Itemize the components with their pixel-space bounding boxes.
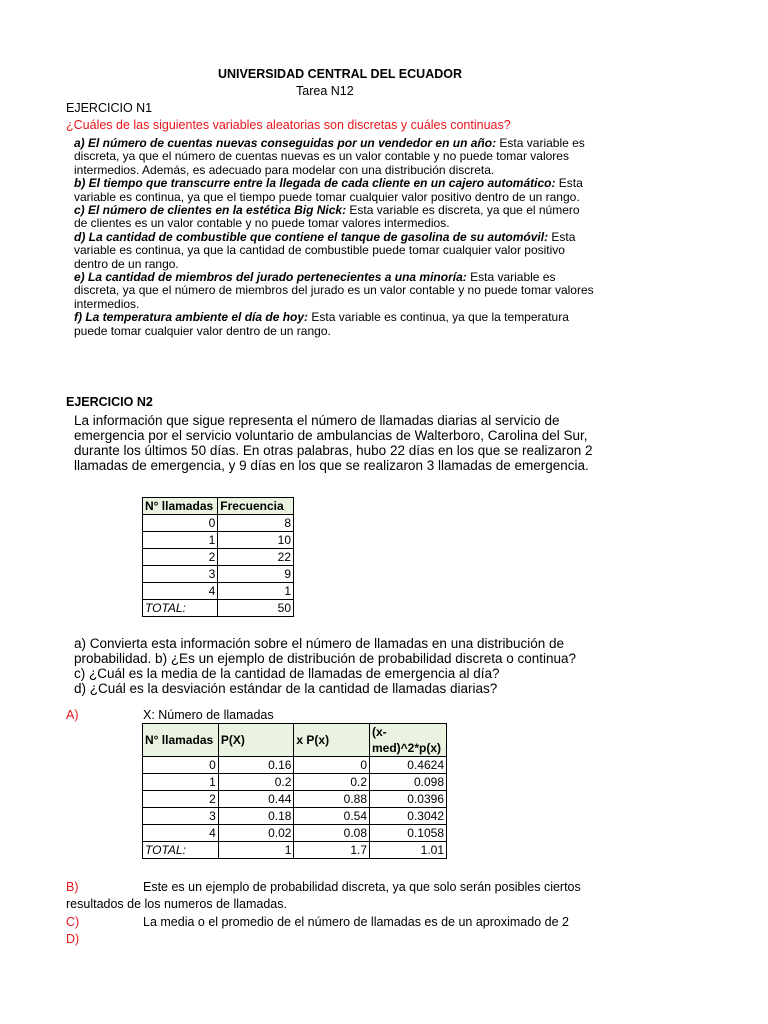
question-text: a) Convierta esta información sobre el número de llamadas en una distribución de probabilidad. b) ¿Es un ejemplo de distribución de probabilidad discreta o continua?: [74, 636, 577, 666]
answer-c-text: La media o el promedio de el número de llamadas es de un aproximado de 2: [143, 915, 569, 929]
header-cell: (x-med)^2*p(x): [370, 724, 447, 757]
table-cell: 0.08: [294, 825, 370, 842]
table-row: [143, 566, 294, 583]
total-value: 50: [218, 600, 294, 617]
item-question: e) La cantidad de miembros del jurado pertenecientes a una minoría:: [74, 270, 467, 285]
table-cell: 0.4624: [370, 757, 447, 774]
answer-a-label: A): [66, 708, 79, 722]
table-total-row: [143, 600, 294, 617]
total-label: TOTAL:: [143, 842, 219, 859]
table-cell: 0.02: [218, 825, 294, 842]
table-row: [143, 583, 294, 600]
header-cell: N° llamadas: [143, 498, 218, 515]
table-header-row: [143, 498, 294, 515]
table-cell: 0.2: [218, 774, 294, 791]
university-title: UNIVERSIDAD CENTRAL DEL ECUADOR: [218, 67, 463, 81]
table-cell: 2: [143, 791, 219, 808]
table-cell: 0.88: [294, 791, 370, 808]
item-answer: Esta variable es discreta, ya que el número de clientes es un valor contable y no puede tomar valores intermedios.: [74, 203, 580, 231]
question-text: c) ¿Cuál es la media de la cantidad de llamadas de emergencia al día?: [74, 666, 500, 681]
total-value: 1.7: [294, 842, 370, 859]
table-cell: 3: [143, 566, 218, 583]
table-cell: 0.18: [218, 808, 294, 825]
exercise-2-intro: [74, 413, 614, 473]
item-question: a) El número de cuentas nuevas conseguidas por un vendedor en un año:: [74, 136, 497, 150]
table-cell: 4: [143, 583, 218, 600]
item-answer: Esta variable es discreta, ya que el número de cuentas nuevas es un valor contable y no puede tomar valores intermedios. Además, es adecuado para modelar con una distribución discreta.: [74, 136, 585, 177]
table-cell: 0.0396: [370, 791, 447, 808]
table-cell: 2: [143, 549, 218, 566]
table-cell: 0.16: [218, 757, 294, 774]
table-cell: 0.3042: [370, 808, 447, 825]
frequency-table: [142, 497, 294, 617]
table-row: [143, 791, 447, 808]
item-question: d) La cantidad de combustible que contiene el tanque de gasolina de su automóvil:: [74, 229, 549, 244]
answer-b-line1: Este es un ejemplo de probabilidad discreta, ya que solo serán posibles ciertos: [143, 880, 581, 894]
exercise-2-questions: [74, 636, 614, 696]
exercise-2-title: EJERCICIO N2: [66, 395, 153, 409]
table-row: [143, 808, 447, 825]
header-cell: x P(x): [294, 724, 370, 757]
header-cell: P(X): [218, 724, 294, 757]
answer-b-line2: resultados de los numeros de llamadas.: [66, 897, 287, 911]
table-cell: 22: [218, 549, 294, 566]
probability-table: [142, 723, 447, 859]
table-cell: 0.54: [294, 808, 370, 825]
total-value: 1.01: [370, 842, 447, 859]
table-cell: 10: [218, 532, 294, 549]
item-answer: Esta variable es discreta, ya que el número de miembros del jurado es un valor contable y no puede tomar valores intermedios.: [74, 270, 594, 311]
table-cell: 1: [143, 532, 218, 549]
table-row: [143, 549, 294, 566]
variable-label: X: Número de llamadas: [143, 708, 274, 722]
header-cell: N° llamadas: [143, 724, 219, 757]
table-cell: 0: [143, 515, 218, 532]
answer-item: [74, 231, 594, 271]
table-cell: 4: [143, 825, 219, 842]
table-row: [143, 825, 447, 842]
table-total-row: [143, 842, 447, 859]
item-answer: Esta variable es continua, ya que el tiempo puede tomar cualquier valor positivo dentro de un rango.: [74, 176, 583, 204]
answer-item: [74, 204, 594, 231]
exercise-1-title: EJERCICIO N1: [66, 101, 153, 115]
question-text: d) ¿Cuál es la desviación estándar de la cantidad de llamadas diarias?: [74, 681, 498, 696]
answer-item: [74, 311, 594, 338]
table-cell: 0.44: [218, 791, 294, 808]
item-answer: Esta variable es continua, ya que la cantidad de combustible puede tomar cualquier valor positivo dentro de un rango.: [74, 229, 576, 271]
table-cell: 1: [143, 774, 219, 791]
table-cell: 0: [143, 757, 219, 774]
total-value: 1: [218, 842, 294, 859]
table-row: [143, 757, 447, 774]
item-question: b) El tiempo que transcurre entre la llegada de cada cliente en un cajero automático:: [74, 176, 556, 191]
table-header-row: [143, 724, 447, 757]
answer-b-label: B): [66, 880, 79, 894]
table-row: [143, 774, 447, 791]
intro-text: La información que sigue representa el número de llamadas diarias al servicio de emergencia por el servicio voluntario de ambulancias de Walterboro, Carolina del Sur, durante los últimos 50 días. En otras palabras, hubo 22 días en los que se realizaron 2 llamadas de emergencia, y 9 días en los que se realizaron 3 llamadas de emergencia.: [74, 413, 593, 473]
answer-item: [74, 137, 594, 177]
answer-item: [74, 271, 594, 311]
table-row: [143, 532, 294, 549]
header-cell: Frecuencia: [218, 498, 294, 515]
item-question: c) El número de clientes en la estética Big Nick:: [74, 203, 347, 218]
task-title: Tarea N12: [296, 84, 354, 98]
table-cell: 0.1058: [370, 825, 447, 842]
table-row: [143, 515, 294, 532]
item-answer: Esta variable es continua, ya que la temperatura puede tomar cualquier valor dentro de un rango.: [74, 310, 569, 338]
table-cell: 0.098: [370, 774, 447, 791]
answer-item: [74, 177, 594, 204]
exercise-1-question: ¿Cuáles de las siguientes variables aleatorias son discretas y cuáles continuas?: [66, 118, 511, 132]
table-cell: 1: [218, 583, 294, 600]
answer-c-label: C): [66, 915, 80, 929]
table-cell: 8: [218, 515, 294, 532]
item-question: f) La temperatura ambiente el día de hoy:: [74, 310, 309, 325]
answer-d-label: D): [66, 932, 80, 946]
table-cell: 0.2: [294, 774, 370, 791]
table-cell: 9: [218, 566, 294, 583]
table-cell: 0: [294, 757, 370, 774]
total-label: TOTAL:: [143, 600, 218, 617]
table-cell: 3: [143, 808, 219, 825]
exercise-1-answers: [74, 137, 594, 338]
